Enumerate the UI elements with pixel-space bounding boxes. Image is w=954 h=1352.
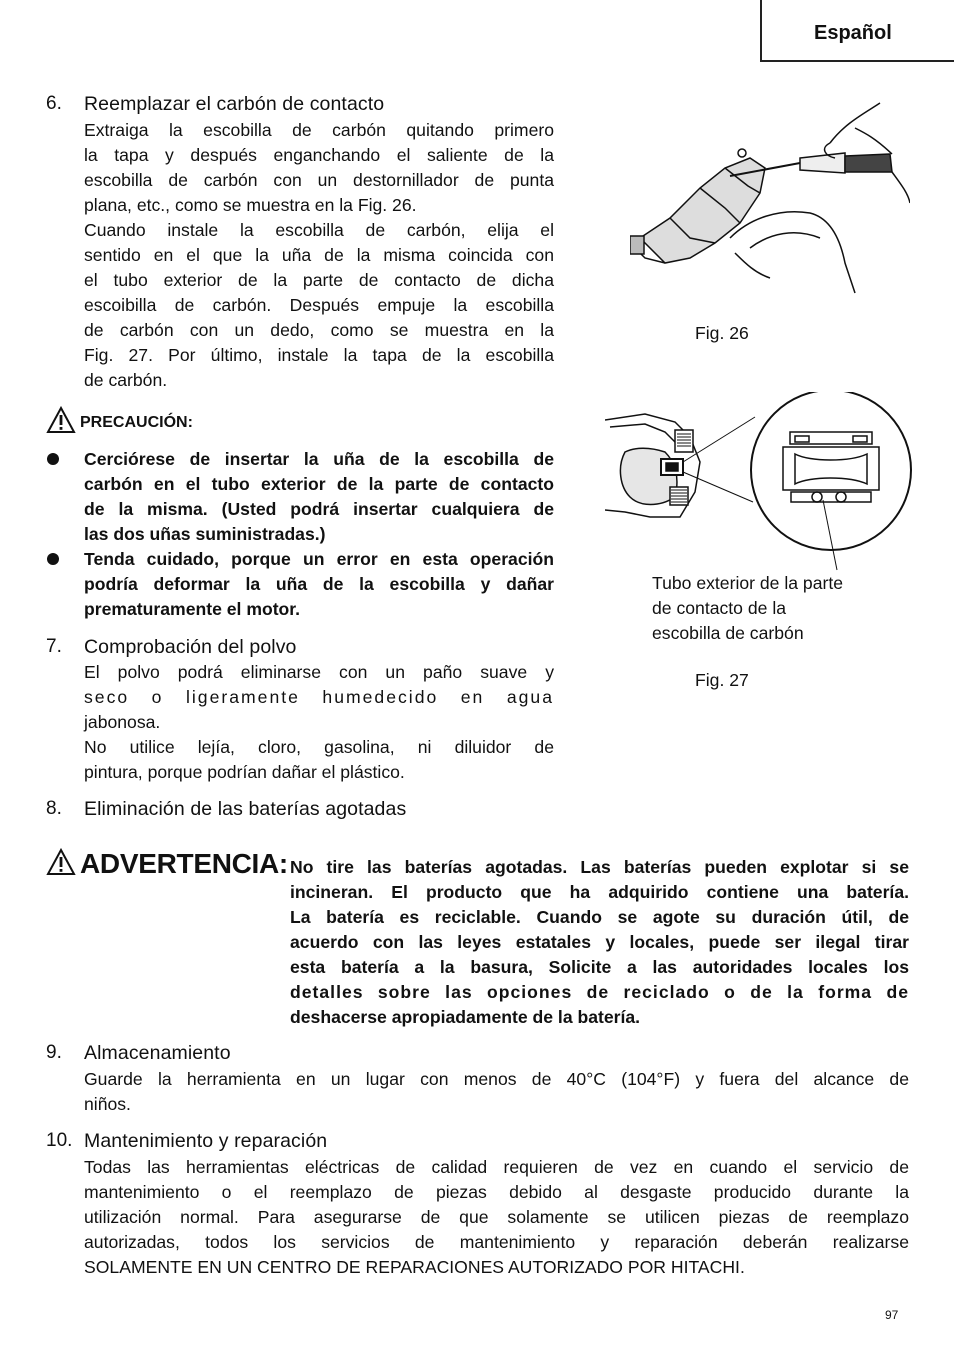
section-7-number: 7.: [46, 636, 62, 657]
text-line: La batería es reciclable. Cuando se agote su duración útil, de: [290, 907, 909, 927]
caution-bullet-1: [84, 447, 554, 547]
section-9-number: 9.: [46, 1042, 62, 1063]
advertencia-title: ADVERTENCIA:: [80, 848, 288, 879]
text-line: autorizadas, todos los servicios de mantenimiento y reparación deberán realizarse: [84, 1232, 909, 1252]
text-line: Cuando instale la escobilla de carbón, elija el: [84, 220, 554, 240]
fig-27-caption: Fig. 27: [695, 670, 749, 690]
text-line: niños.: [84, 1094, 131, 1114]
text-line: esta batería a la basura, Solicite a las autoridades locales los: [290, 957, 909, 977]
section-9-body: [84, 1067, 909, 1117]
caution-bullet-2: [84, 547, 554, 622]
text-line: escobilla de carbón con un destornillador de punta: [84, 170, 554, 190]
text-line: escobilla de carbón: [652, 623, 804, 643]
text-line: Fig. 27. Por último, instale la tapa de la escobilla: [84, 345, 554, 365]
advertencia-body: [290, 855, 909, 1030]
text-line: SOLAMENTE EN UN CENTRO DE REPARACIONES AUTORIZADO POR HITACHI.: [84, 1257, 745, 1277]
text-line: deshacerse apropiadamente de la batería.: [290, 1007, 641, 1027]
text-line: las dos uñas suministradas.): [84, 524, 326, 544]
text-line: No tire las baterías agotadas. Las baterías pueden explotar si se: [290, 857, 909, 877]
section-10-number: 10.: [46, 1130, 73, 1151]
warning-triangle-icon: [46, 406, 76, 434]
fig-27-label: [652, 571, 843, 646]
text-line: la tapa y después enganchando el saliente de la: [84, 145, 554, 165]
bullet-icon: [47, 453, 59, 465]
language-label: Español: [814, 22, 892, 44]
text-line: Guarde la herramienta en un lugar con menos de 40°C (104°F) y fuera del alcance de: [84, 1069, 909, 1089]
section-8-title: Eliminación de las baterías agotadas: [84, 798, 407, 820]
text-line: El polvo podrá eliminarse con un paño suave y: [84, 662, 554, 682]
fig-27-illustration: [605, 392, 915, 577]
text-line: plana, etc., como se muestra en la Fig. 26.: [84, 195, 417, 215]
caution-title: PRECAUCIÓN:: [80, 414, 193, 431]
text-line: podría deformar la uña de la escobilla y dañar: [84, 574, 554, 594]
section-6-number: 6.: [46, 93, 62, 114]
section-10-body: [84, 1155, 909, 1280]
section-9-title: Almacenamiento: [84, 1042, 231, 1064]
text-line: el tubo exterior de la parte de contacto de dicha: [84, 270, 554, 290]
text-line: jabonosa.: [84, 712, 161, 732]
text-line: mantenimiento o el reemplazo de piezas debido al desgaste producido durante la: [84, 1182, 909, 1202]
text-line: de carbón con un dedo, como se muestra en la: [84, 320, 554, 340]
text-line: pintura, porque podrían dañar el plástico.: [84, 762, 405, 782]
section-10-title: Mantenimiento y reparación: [84, 1130, 328, 1152]
text-line: Tenda cuidado, porque un error en esta operación: [84, 549, 554, 569]
text-line: de la misma. (Usted podrá insertar cualquiera de: [84, 499, 554, 519]
text-line: Extraiga la escobilla de carbón quitando primero: [84, 120, 554, 140]
text-line: prematuramente el motor.: [84, 599, 301, 619]
fig-26-caption: Fig. 26: [695, 323, 749, 343]
text-line: de contacto de la: [652, 598, 787, 618]
section-7-body: [84, 660, 554, 785]
warning-triangle-icon: [46, 848, 76, 876]
text-line: de carbón.: [84, 370, 168, 390]
fig-26-illustration: [630, 98, 910, 308]
text-line: sentido en el que la uña de la misma coincida con: [84, 245, 554, 265]
text-line: detalles sobre las opciones de reciclado o de la forma de: [290, 982, 909, 1002]
page-number: 97: [885, 1308, 899, 1322]
text-line: acuerdo con las leyes estatales y locales, puede ser ilegal tirar: [290, 932, 909, 952]
text-line: escoibilla de carbón. Después empuje la escobilla: [84, 295, 554, 315]
section-6-body: [84, 118, 554, 393]
text-line: utilización normal. Para asegurarse de que solamente se utilicen piezas de reemplazo: [84, 1207, 909, 1227]
text-line: No utilice lejía, cloro, gasolina, ni diluidor de: [84, 737, 554, 757]
language-tab: [760, 0, 954, 62]
text-line: incineran. El producto que ha adquirido contiene una batería.: [290, 882, 909, 902]
section-6-title: Reemplazar el carbón de contacto: [84, 93, 385, 115]
section-7-title: Comprobación del polvo: [84, 636, 297, 658]
text-line: Tubo exterior de la parte: [652, 573, 844, 593]
text-line: Cerciórese de insertar la uña de la escobilla de: [84, 449, 554, 469]
bullet-icon: [47, 553, 59, 565]
text-line: seco o ligeramente humedecido en agua: [84, 687, 554, 707]
section-8-number: 8.: [46, 798, 62, 819]
text-line: carbón en el tubo exterior de la parte de contacto: [84, 474, 554, 494]
text-line: Todas las herramientas eléctricas de calidad requieren de vez en cuando el servicio de: [84, 1157, 909, 1177]
